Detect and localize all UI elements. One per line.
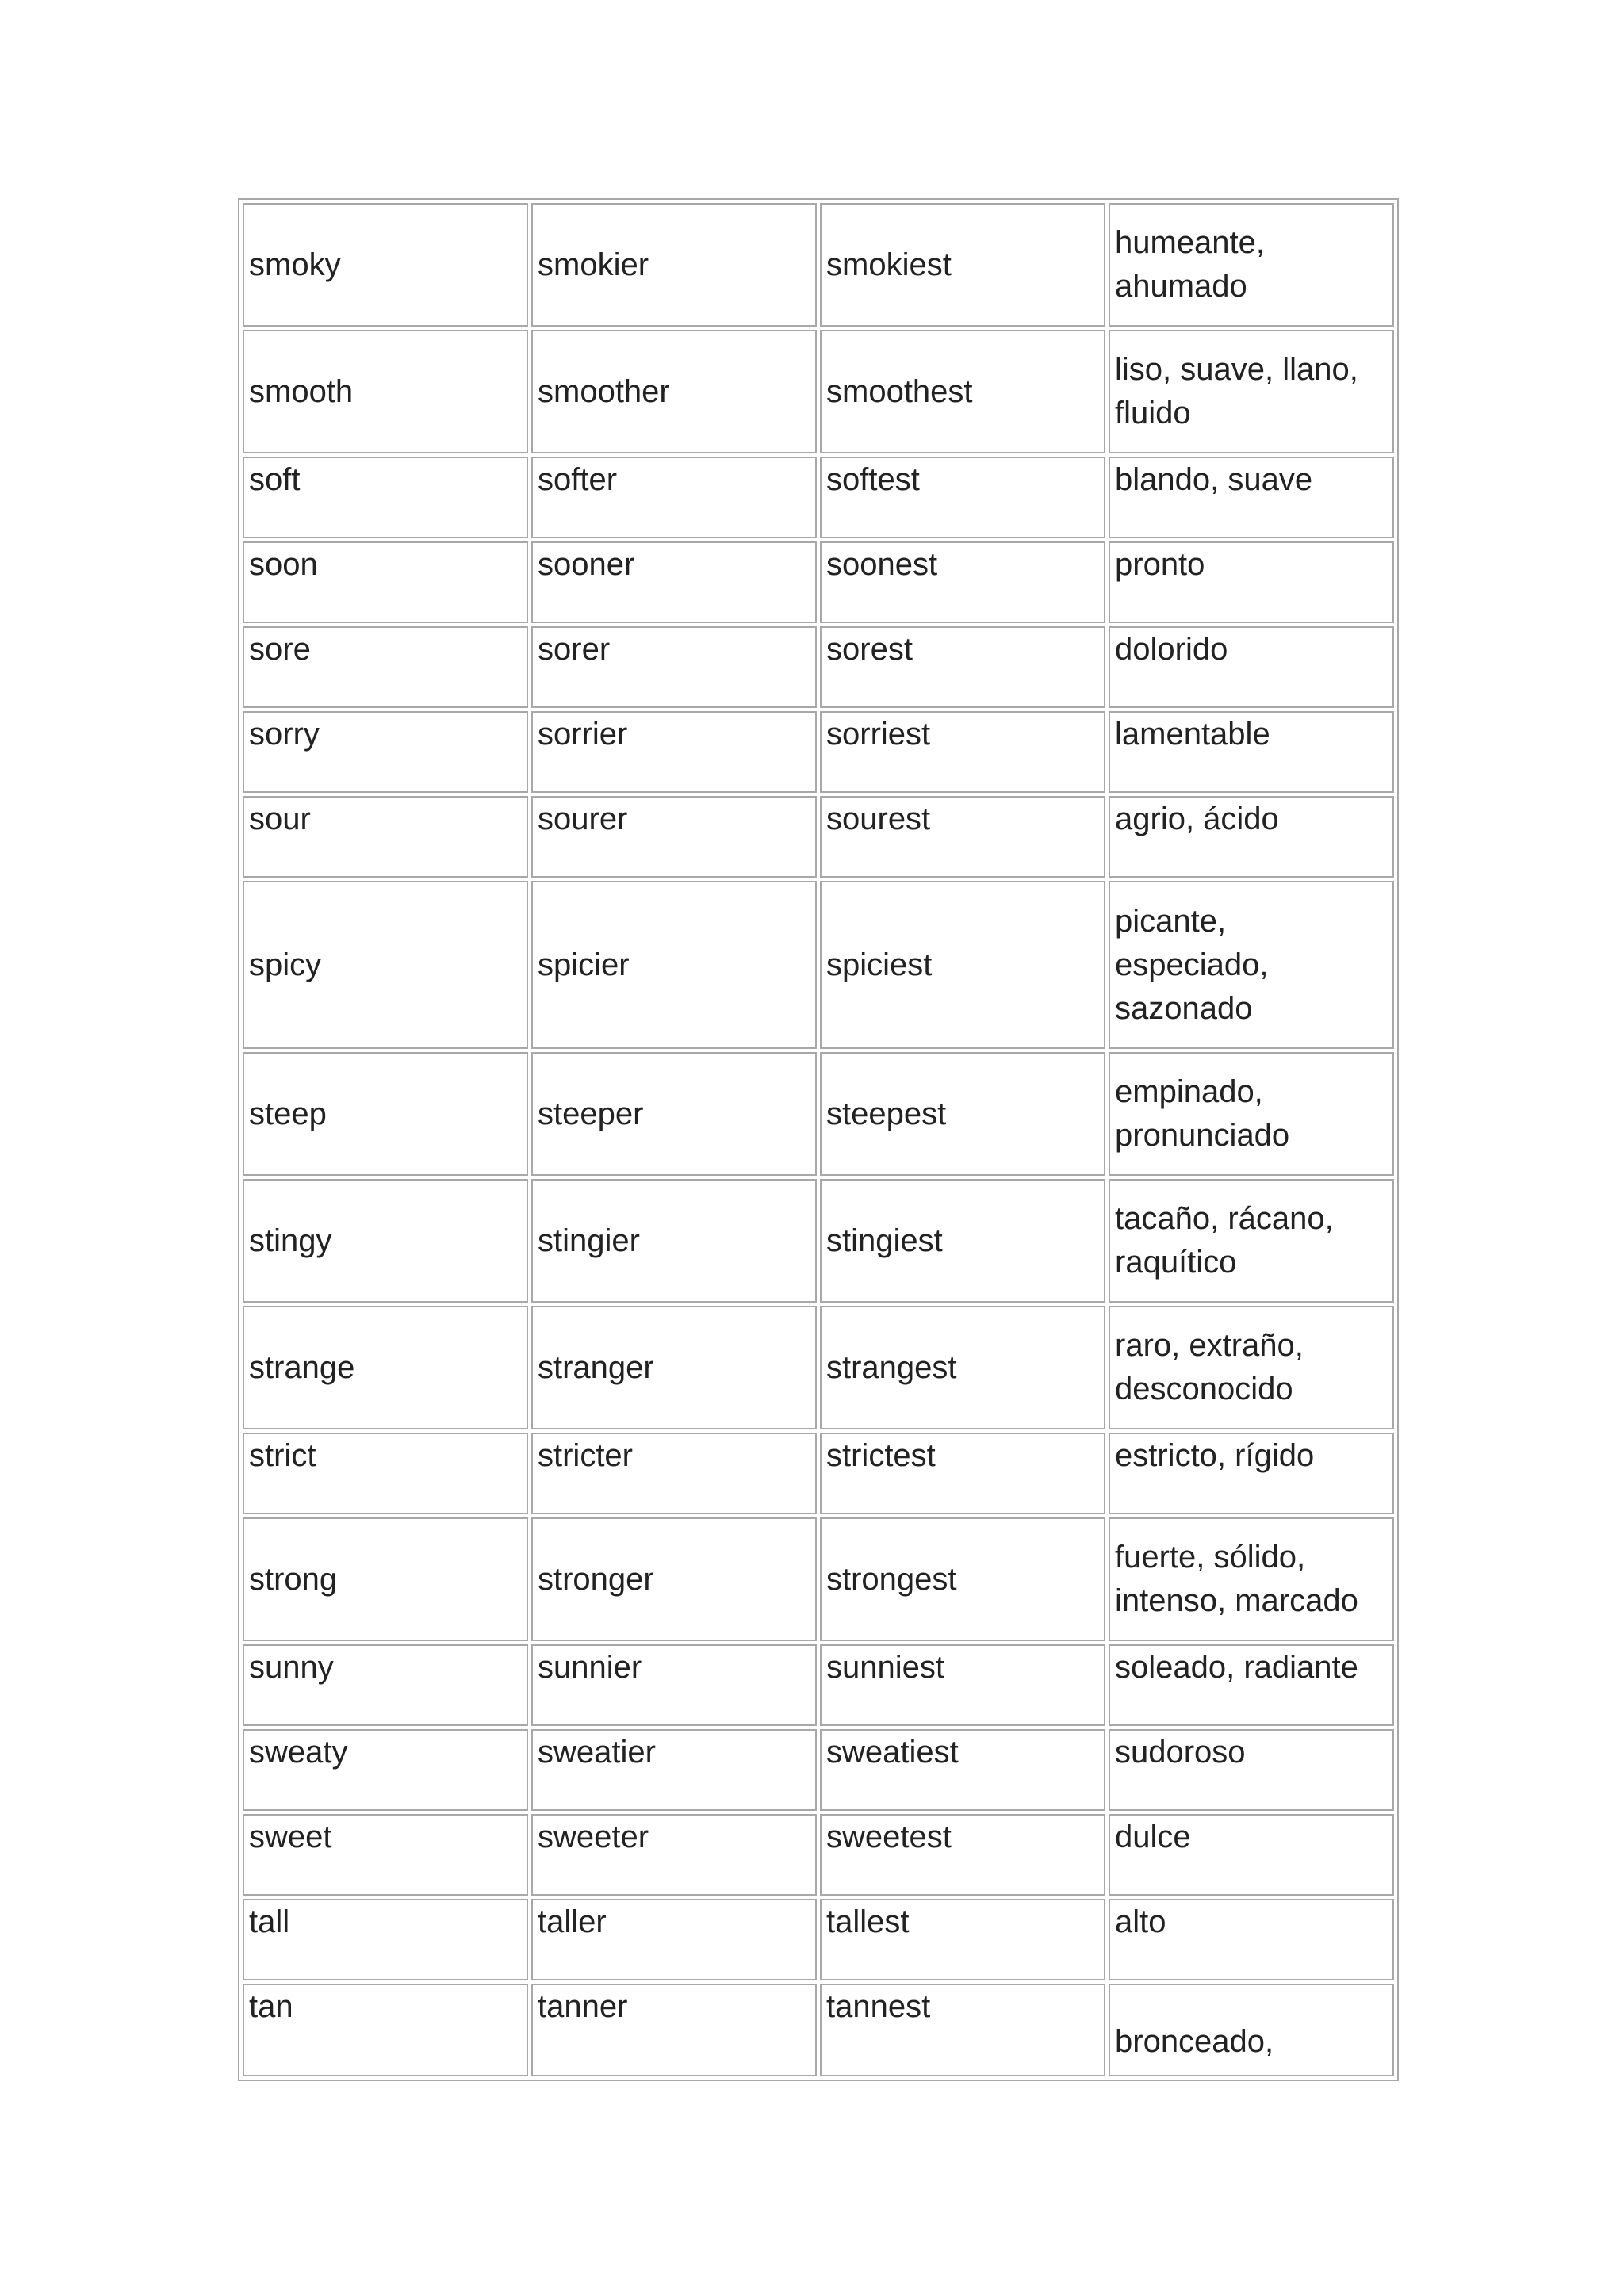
cell-base: sour (243, 796, 528, 878)
table-row (243, 1306, 1394, 1429)
cell-translation: liso, suave, llano, fluido (1109, 330, 1394, 453)
cell-translation: alto (1109, 1899, 1394, 1980)
cell-comparative: steeper (531, 1052, 817, 1176)
cell-comparative: stronger (531, 1517, 817, 1641)
cell-base: sore (243, 626, 528, 708)
cell-base: soft (243, 457, 528, 538)
cell-base: strong (243, 1517, 528, 1641)
cell-superlative: soonest (820, 541, 1105, 623)
cell-comparative: sorrier (531, 711, 817, 793)
table-row (243, 1814, 1394, 1896)
cell-base: strict (243, 1433, 528, 1514)
cell-translation: sudoroso (1109, 1729, 1394, 1811)
cell-translation: bronceado, (1109, 1984, 1394, 2076)
cell-superlative: strictest (820, 1433, 1105, 1514)
cell-comparative: softer (531, 457, 817, 538)
cell-base: smoky (243, 203, 528, 327)
cell-translation: dulce (1109, 1814, 1394, 1896)
cell-comparative: sorer (531, 626, 817, 708)
table-row (243, 1644, 1394, 1726)
cell-superlative: tannest (820, 1984, 1105, 2076)
table-row (243, 1517, 1394, 1641)
table-row (243, 1052, 1394, 1176)
cell-base: smooth (243, 330, 528, 453)
cell-translation: agrio, ácido (1109, 796, 1394, 878)
cell-superlative: smoothest (820, 330, 1105, 453)
cell-base: sweaty (243, 1729, 528, 1811)
cell-translation: tacaño, rácano, raquítico (1109, 1179, 1394, 1303)
cell-comparative: stricter (531, 1433, 817, 1514)
cell-translation: pronto (1109, 541, 1394, 623)
cell-comparative: stranger (531, 1306, 817, 1429)
cell-translation: estricto, rígido (1109, 1433, 1394, 1514)
cell-base: sweet (243, 1814, 528, 1896)
cell-translation: picante, especiado, sazonado (1109, 881, 1394, 1049)
cell-superlative: sweatiest (820, 1729, 1105, 1811)
cell-base: tall (243, 1899, 528, 1980)
table-row (243, 711, 1394, 793)
cell-comparative: sooner (531, 541, 817, 623)
cell-comparative: tanner (531, 1984, 817, 2076)
cell-superlative: sorest (820, 626, 1105, 708)
cell-base: steep (243, 1052, 528, 1176)
cell-base: spicy (243, 881, 528, 1049)
cell-translation: dolorido (1109, 626, 1394, 708)
table-row (243, 796, 1394, 878)
cell-translation: humeante, ahumado (1109, 203, 1394, 327)
cell-superlative: sourest (820, 796, 1105, 878)
cell-base: stingy (243, 1179, 528, 1303)
table-row (243, 1179, 1394, 1303)
cell-comparative: sunnier (531, 1644, 817, 1726)
table-row (243, 330, 1394, 453)
cell-superlative: stingiest (820, 1179, 1105, 1303)
table-row (243, 203, 1394, 327)
cell-comparative: smoother (531, 330, 817, 453)
cell-base: soon (243, 541, 528, 623)
cell-base: strange (243, 1306, 528, 1429)
table-row (243, 626, 1394, 708)
adjective-comparison-table (238, 198, 1399, 2081)
cell-base: sorry (243, 711, 528, 793)
cell-superlative: sorriest (820, 711, 1105, 793)
table-row (243, 881, 1394, 1049)
cell-translation: fuerte, sólido, intenso, marcado (1109, 1517, 1394, 1641)
cell-superlative: steepest (820, 1052, 1105, 1176)
cell-superlative: spiciest (820, 881, 1105, 1049)
cell-superlative: softest (820, 457, 1105, 538)
table-row (243, 1729, 1394, 1811)
cell-base: tan (243, 1984, 528, 2076)
table-row (243, 1984, 1394, 2076)
cell-comparative: smokier (531, 203, 817, 327)
table-body (243, 203, 1394, 2076)
cell-comparative: spicier (531, 881, 817, 1049)
cell-comparative: sweeter (531, 1814, 817, 1896)
cell-superlative: tallest (820, 1899, 1105, 1980)
cell-superlative: strangest (820, 1306, 1105, 1429)
cell-superlative: sweetest (820, 1814, 1105, 1896)
cell-superlative: smokiest (820, 203, 1105, 327)
cell-translation: raro, extraño, desconocido (1109, 1306, 1394, 1429)
cell-comparative: sweatier (531, 1729, 817, 1811)
table-row (243, 457, 1394, 538)
cell-comparative: stingier (531, 1179, 817, 1303)
cell-superlative: sunniest (820, 1644, 1105, 1726)
cell-superlative: strongest (820, 1517, 1105, 1641)
cell-comparative: sourer (531, 796, 817, 878)
cell-base: sunny (243, 1644, 528, 1726)
cell-translation: lamentable (1109, 711, 1394, 793)
table-row (243, 1899, 1394, 1980)
cell-translation: soleado, radiante (1109, 1644, 1394, 1726)
cell-translation: empinado, pronunciado (1109, 1052, 1394, 1176)
cell-comparative: taller (531, 1899, 817, 1980)
cell-translation: blando, suave (1109, 457, 1394, 538)
table-row (243, 1433, 1394, 1514)
table-row (243, 541, 1394, 623)
